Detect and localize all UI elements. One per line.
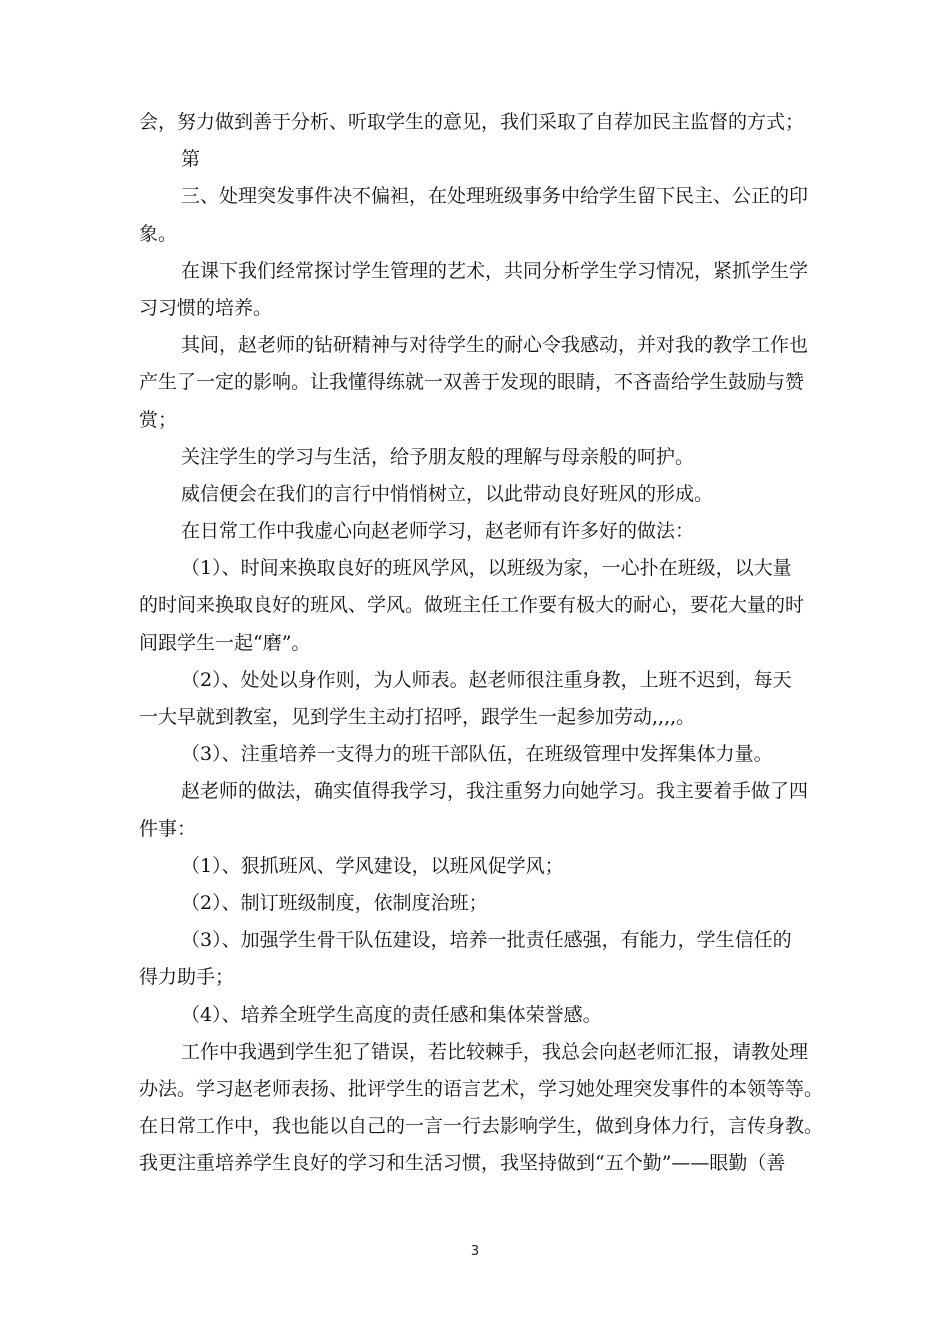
text-line: （2）、处处以身作则，为人师表。赵老师很注重身教，上班不迟到，每天 bbox=[181, 668, 792, 691]
text-line: 在课下我们经常探讨学生管理的艺术，共同分析学生学习情况，紧抓学生学 bbox=[181, 259, 809, 282]
text-line: 会，努力做到善于分析、听取学生的意见，我们采取了自荐加民主监督的方式； bbox=[139, 111, 805, 133]
text-line: （4）、培养全班学生高度的责任感和集体荣誉感。 bbox=[181, 1003, 602, 1026]
page-number: 3 bbox=[470, 1244, 480, 1259]
text-line: 产生了一定的影响。让我懂得练就一双善于发现的眼睛，不吝啬给学生鼓励与赞 bbox=[139, 371, 805, 394]
text-line: 其间，赵老师的钻研精神与对待学生的耐心令我感动，并对我的教学工作也 bbox=[181, 334, 809, 357]
text-line: 赵老师的做法，确实值得我学习，我注重努力向她学习。我主要着手做了四 bbox=[181, 780, 809, 803]
text-line: 的时间来换取良好的班风、学风。做班主任工作要有极大的耐心，要花大量的时 bbox=[139, 594, 805, 617]
text-line: 在日常工作中我虚心向赵老师学习，赵老师有许多好的做法： bbox=[181, 520, 695, 543]
text-line: 三、处理突发事件决不偏袒，在处理班级事务中给学生留下民主、公正的印 bbox=[181, 185, 809, 208]
text-line: 工作中我遇到学生犯了错误，若比较棘手，我总会向赵老师汇报，请教处理 bbox=[181, 1040, 809, 1063]
text-line: （1）、狠抓班风、学风建设，以班风促学风； bbox=[181, 854, 564, 877]
text-line: 第 bbox=[181, 148, 201, 171]
text-line: 件事： bbox=[139, 817, 197, 840]
text-line: 我更注重培养学生良好的学习和生活习惯，我坚持做到“五个勤”——眼勤（善 bbox=[139, 1152, 786, 1175]
text-line: 一大早就到教室，见到学生主动打招呼，跟学生一起参加劳动,,,,。 bbox=[139, 706, 696, 728]
text-line: 习习惯的培养。 bbox=[139, 296, 273, 319]
text-line: 威信便会在我们的言行中悄悄树立，以此带动良好班风的形成。 bbox=[181, 482, 714, 505]
text-line: 在日常工作中，我也能以自己的一言一行去影响学生，做到身体力行，言传身教。 bbox=[139, 1115, 824, 1138]
text-line: （2）、制订班级制度，依制度治班； bbox=[181, 891, 488, 914]
text-line: 得力助手； bbox=[139, 966, 235, 989]
text-line: 象。 bbox=[139, 222, 178, 245]
text-line: 关注学生的学习与生活，给予朋友般的理解与母亲般的呵护。 bbox=[181, 445, 695, 468]
text-line: （1）、时间来换取良好的班风学风，以班级为家，一心扑在班级，以大量 bbox=[181, 557, 792, 580]
text-line: （3）、注重培养一支得力的班干部队伍，在班级管理中发挥集体力量。 bbox=[181, 743, 773, 766]
text-line: 间跟学生一起“磨”。 bbox=[139, 631, 311, 654]
body-text bbox=[139, 104, 829, 1182]
text-line: 赏； bbox=[139, 408, 178, 431]
text-line: 办法。学习赵老师表扬、批评学生的语言艺术，学习她处理突发事件的本领等等。 bbox=[139, 1077, 824, 1100]
text-line: （3）、加强学生骨干队伍建设，培养一批责任感强，有能力，学生信任的 bbox=[181, 929, 792, 952]
